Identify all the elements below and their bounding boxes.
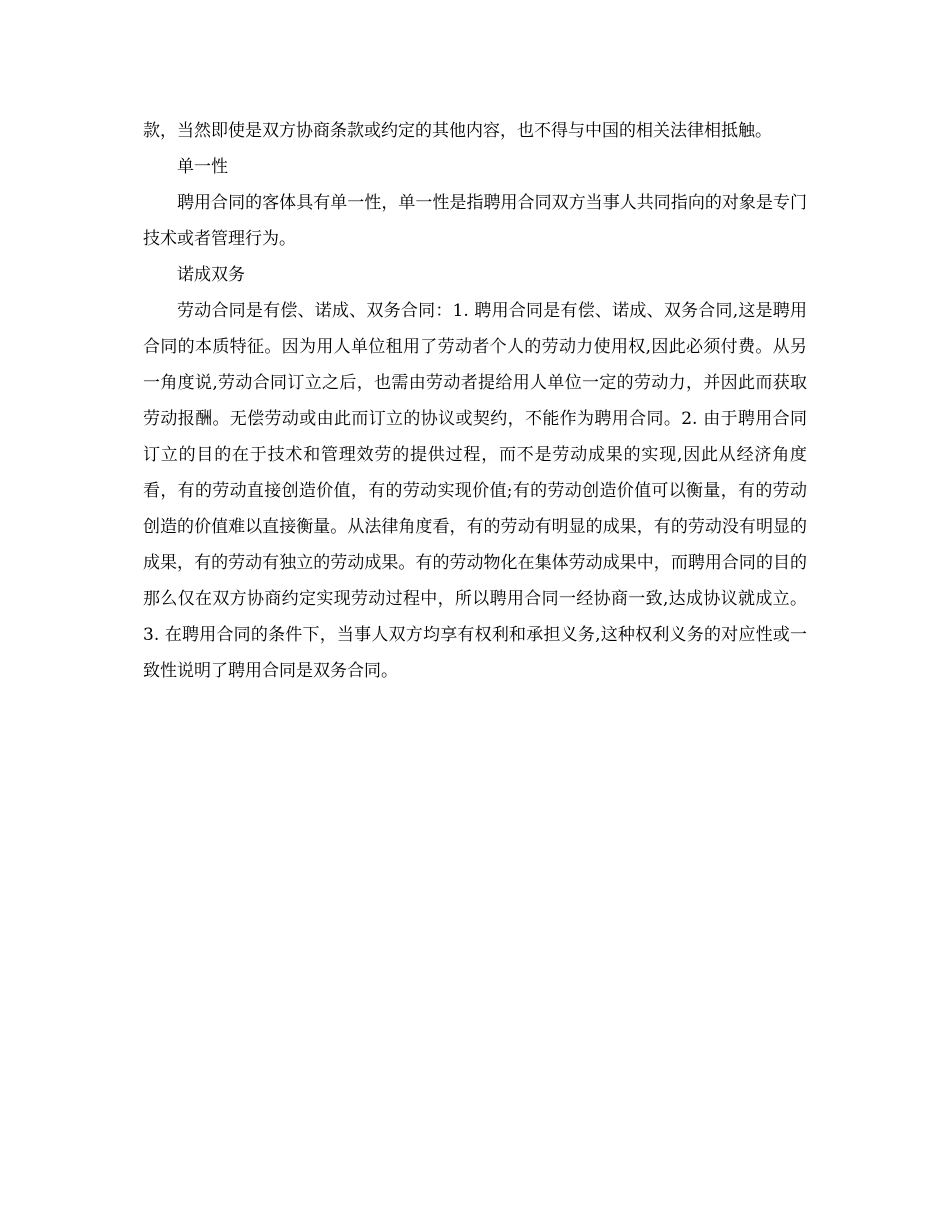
paragraph-continuation: 款，当然即使是双方协商条款或约定的其他内容，也不得与中国的相关法律相抵触。: [143, 121, 772, 141]
document-body: [143, 113, 807, 689]
paragraph-consensual-bilateral: 劳动合同是有偿、诺成、双务合同：1. 聘用合同是有偿、诺成、双务合同,这是聘用合同的本质特征。因为用人单位租用了劳动者个人的劳动力使用权,因此必须付费。从另一角度说,劳动合同订立之后，也需由劳动者提给用人单位一定的劳动力，并因此而获取劳动报酬。无偿劳动或由此而订立的协议或契约，不能作为聘用合同。2. 由于聘用合同订立的目的在于技术和管理效劳的提供过程，而不是劳动成果的实现,因此从经济角度看，有的劳动直接创造价值，有的劳动实现价值;有的劳动创造价值可以衡量，有的劳动创造的价值难以直接衡量。从法律角度看，有的劳动有明显的成果，有的劳动没有明显的成果，有的劳动有独立的劳动成果。有的劳动物化在集体劳动成果中，而聘用合同的目的那么仅在双方协商约定实现劳动过程中，所以聘用合同一经协商一致,达成协议就成立。3. 在聘用合同的条件下，当事人双方均享有权利和承担义务,这种权利义务的对应性或一致性说明了聘用合同是双务合同。: [143, 301, 807, 681]
paragraph-singularity: 聘用合同的客体具有单一性，单一性是指聘用合同双方当事人共同指向的对象是专门技术或者管理行为。: [143, 193, 807, 249]
section-heading-singularity: 单一性: [177, 157, 228, 177]
section-heading-consensual-bilateral: 诺成双务: [177, 265, 245, 285]
